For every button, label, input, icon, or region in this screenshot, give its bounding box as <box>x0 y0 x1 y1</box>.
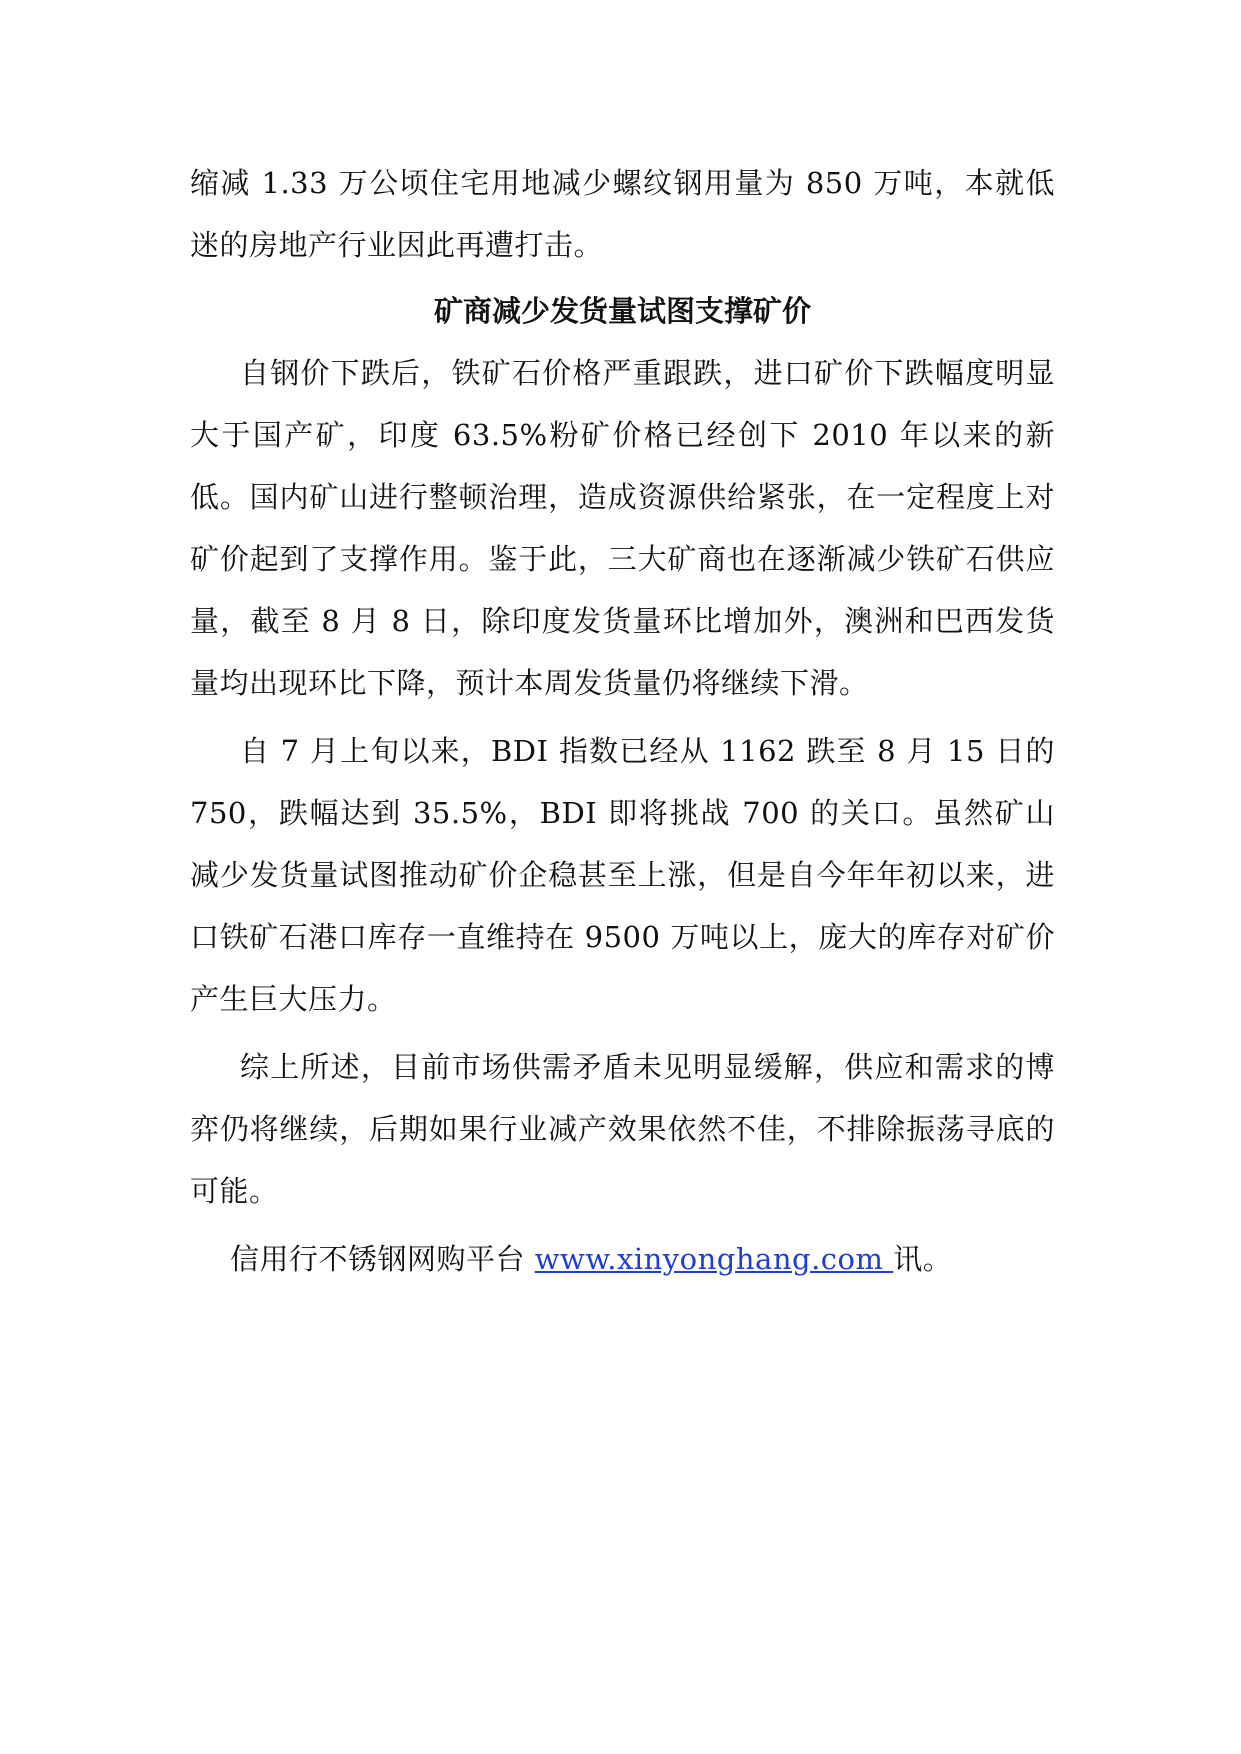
signoff-suffix: 讯。 <box>893 1242 953 1276</box>
signoff-line <box>190 1228 1055 1290</box>
section-heading: 矿商减少发货量试图支撑矿价 <box>433 294 811 328</box>
paragraph-continuation: 缩减 1.33 万公顷住宅用地减少螺纹钢用量为 850 万吨，本就低迷的房地产行业因此再遭打击。 <box>190 166 1055 262</box>
paragraph-3: 综上所述，目前市场供需矛盾未见明显缓解，供应和需求的博弈仍将继续，后期如果行业减产效果依然不佳，不排除振荡寻底的可能。 <box>190 1050 1055 1208</box>
document-body <box>190 152 1055 1290</box>
website-link[interactable]: www.xinyonghang.com <box>534 1242 894 1276</box>
paragraph-1: 自钢价下跌后，铁矿石价格严重跟跌，进口矿价下跌幅度明显大于国产矿，印度 63.5%粉矿价格已经创下 2010 年以来的新低。国内矿山进行整顿治理，造成资源供给紧张，在一定程度上对矿价起到了支撑作用。鉴于此，三大矿商也在逐渐减少铁矿石供应量，截至 8 月 8 日，除印度发货量环比增加外，澳洲和巴西发货量均出现环比下降，预计本周发货量仍将继续下滑。 <box>190 356 1055 700</box>
paragraph-2: 自 7 月上旬以来，BDI 指数已经从 1162 跌至 8 月 15 日的 750，跌幅达到 35.5%，BDI 即将挑战 700 的关口。虽然矿山减少发货量试图推动矿价企稳甚至上涨，但是自今年年初以来，进口铁矿石港口库存一直维持在 9500 万吨以上，庞大的库存对矿价产生巨大压力。 <box>190 734 1055 1016</box>
signoff-prefix: 信用行不锈钢网购平台 <box>230 1242 535 1276</box>
